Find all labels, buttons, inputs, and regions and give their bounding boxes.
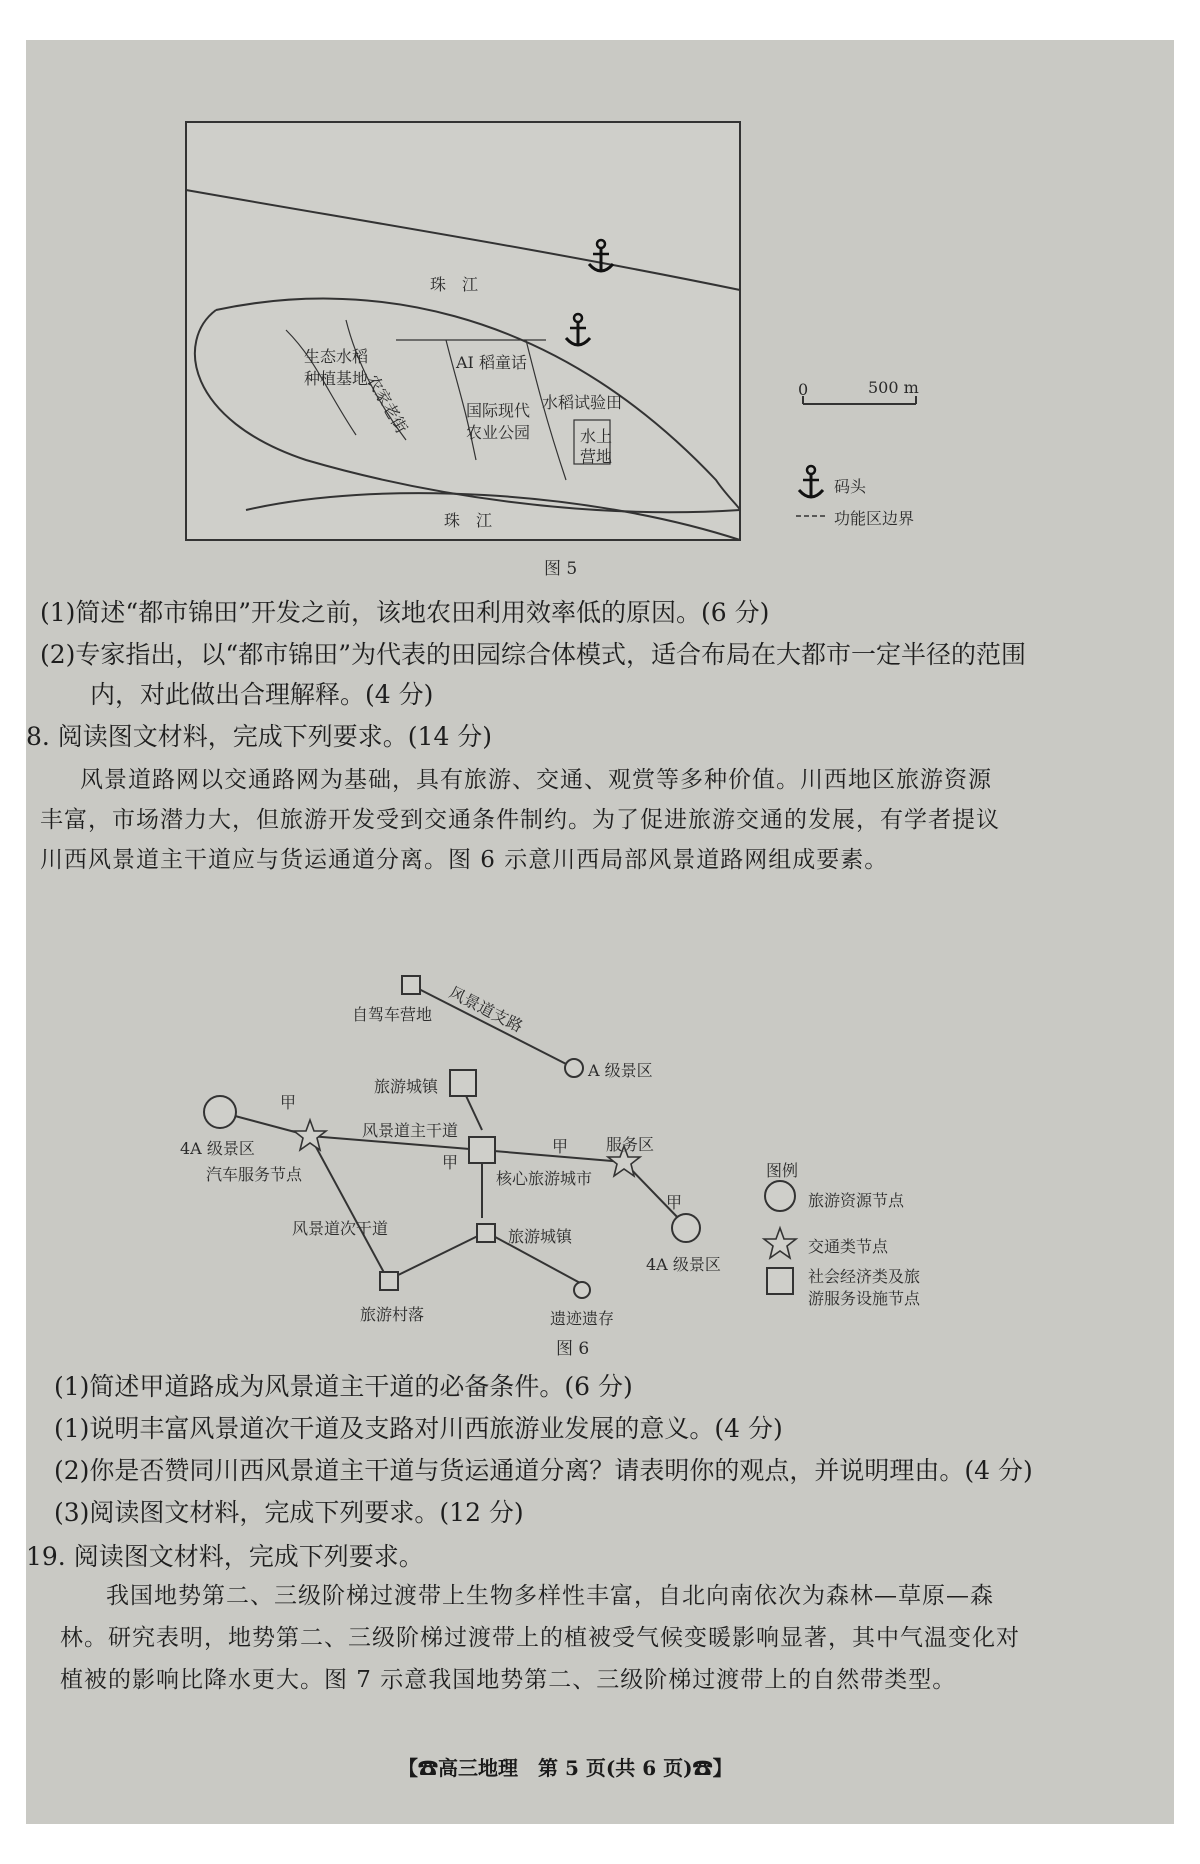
- question-1: (1)简述“都市锦田”开发之前，该地农田利用效率低的原因。(6 分): [40, 598, 770, 627]
- label-intl-1: 国际现代: [466, 401, 531, 420]
- label-branch-road: 风景道支路: [446, 982, 526, 1036]
- legend-social-1: 社会经济类及旅: [808, 1267, 921, 1286]
- figure6-network: [26, 40, 1174, 1440]
- node-relics-icon: [574, 1282, 590, 1298]
- legend-square-icon: [767, 1268, 793, 1294]
- label-core-city: 核心旅游城市: [496, 1169, 593, 1188]
- label-eco-rice-1: 生态水稻: [304, 347, 369, 366]
- page-footer: 【☎高三地理 第 5 页(共 6 页)☎】: [398, 1756, 733, 1780]
- node-campground-icon: [402, 976, 420, 994]
- q18-question-a: (1)简述甲道路成为风景道主干道的必备条件。(6 分): [54, 1372, 633, 1401]
- exam-page: [26, 40, 1174, 1824]
- label-campground: 自驾车营地: [352, 1005, 433, 1024]
- label-ai-rice: AI 稻童话: [456, 353, 527, 372]
- label-4a-spot-left: 4A 级景区: [180, 1139, 255, 1158]
- label-relics: 遗迹遗存: [550, 1309, 615, 1328]
- node-tourist-town-icon: [477, 1224, 495, 1242]
- label-village: 旅游村落: [360, 1305, 425, 1324]
- label-rice-test: 水稻试验田: [542, 393, 623, 412]
- figure5-caption: 图 5: [544, 559, 578, 579]
- figure6-caption: 图 6: [556, 1339, 590, 1359]
- legend-title: 图例: [766, 1161, 799, 1180]
- q19-paragraph-line3: 植被的影响比降水更大。图 7 示意我国地势第二、三级阶梯过渡带上的自然带类型。: [60, 1667, 957, 1693]
- q19-header: 19. 阅读图文材料，完成下列要求。: [26, 1542, 424, 1571]
- label-secondary-road: 风景道次干道: [292, 1219, 389, 1238]
- question-2-line2: 内，对此做出合理解释。(4 分): [90, 680, 434, 709]
- label-intl-2: 农业公园: [466, 423, 531, 442]
- label-main-road: 风景道主干道: [362, 1121, 459, 1140]
- label-tourist-town-bottom: 旅游城镇: [508, 1227, 573, 1246]
- node-tourist-town-icon: [450, 1070, 476, 1096]
- q19-paragraph-line1: 我国地势第二、三级阶梯过渡带上生物多样性丰富，自北向南依次为森林—草原—森: [106, 1583, 994, 1609]
- node-4a-spot-icon: [672, 1214, 700, 1242]
- legend-star-icon: [764, 1228, 796, 1258]
- scale-zero: 0: [798, 380, 809, 399]
- label-jia-center: 甲: [552, 1137, 569, 1156]
- label-car-service: 汽车服务节点: [206, 1165, 303, 1184]
- q18-paragraph-line1: 风景道路网以交通路网为基础，具有旅游、交通、观赏等多种价值。川西地区旅游资源: [80, 767, 992, 793]
- legend-transport: 交通类节点: [808, 1237, 889, 1256]
- legend-circle-icon: [765, 1181, 795, 1211]
- label-eco-rice-2: 种植基地: [304, 369, 369, 388]
- label-tourist-town-top: 旅游城镇: [374, 1077, 439, 1096]
- q19-paragraph-line2: 林。研究表明，地势第二、三级阶梯过渡带上的植被受气候变暖影响显著，其中气温变化对: [60, 1625, 1020, 1651]
- q18-question-c: (2)你是否赞同川西风景道主干道与货运通道分离？请表明你的观点，并说明理由。(4 分): [54, 1456, 1033, 1485]
- label-river-bottom: 珠 江: [444, 511, 493, 530]
- q18-header: 8. 阅读图文材料，完成下列要求。(14 分): [26, 722, 493, 751]
- label-old-street: 农家老街: [362, 371, 412, 437]
- legend-social-2: 游服务设施节点: [808, 1289, 921, 1308]
- node-village-icon: [380, 1272, 398, 1290]
- label-water-camp-2: 营地: [580, 447, 613, 466]
- label-jia-right: 甲: [666, 1193, 683, 1212]
- legend-resource: 旅游资源节点: [808, 1191, 905, 1210]
- node-4a-spot-icon: [204, 1096, 236, 1128]
- label-jia-left: 甲: [280, 1093, 297, 1112]
- question-2-line1: (2)专家指出，以“都市锦田”为代表的田园综合体模式，适合布局在大都市一定半径的范围: [40, 640, 1026, 669]
- legend-dock: 码头: [834, 477, 867, 496]
- label-4a-spot-right: 4A 级景区: [646, 1255, 721, 1274]
- q18-paragraph-line3: 川西风景道主干道应与货运通道分离。图 6 示意川西局部风景道路网组成要素。: [40, 847, 889, 873]
- label-river-top: 珠 江: [430, 275, 479, 294]
- q18-paragraph-line2: 丰富，市场潜力大，但旅游开发受到交通条件制约。为了促进旅游交通的发展，有学者提议: [40, 807, 1000, 833]
- node-car-service-icon: [294, 1120, 326, 1150]
- q18-question-b: (1)说明丰富风景道次干道及支路对川西旅游业发展的意义。(4 分): [54, 1414, 783, 1443]
- node-core-city-icon: [469, 1137, 495, 1163]
- legend-boundary: 功能区边界: [834, 509, 915, 528]
- node-a-spot-icon: [565, 1059, 583, 1077]
- label-jia-mid: 甲: [442, 1153, 459, 1172]
- label-water-camp-1: 水上: [580, 427, 613, 446]
- scale-distance: 500 m: [868, 378, 919, 397]
- label-a-spot: A 级景区: [588, 1061, 653, 1080]
- label-service-area: 服务区: [606, 1135, 655, 1154]
- q18-question-d: (3)阅读图文材料，完成下列要求。(12 分): [54, 1498, 524, 1527]
